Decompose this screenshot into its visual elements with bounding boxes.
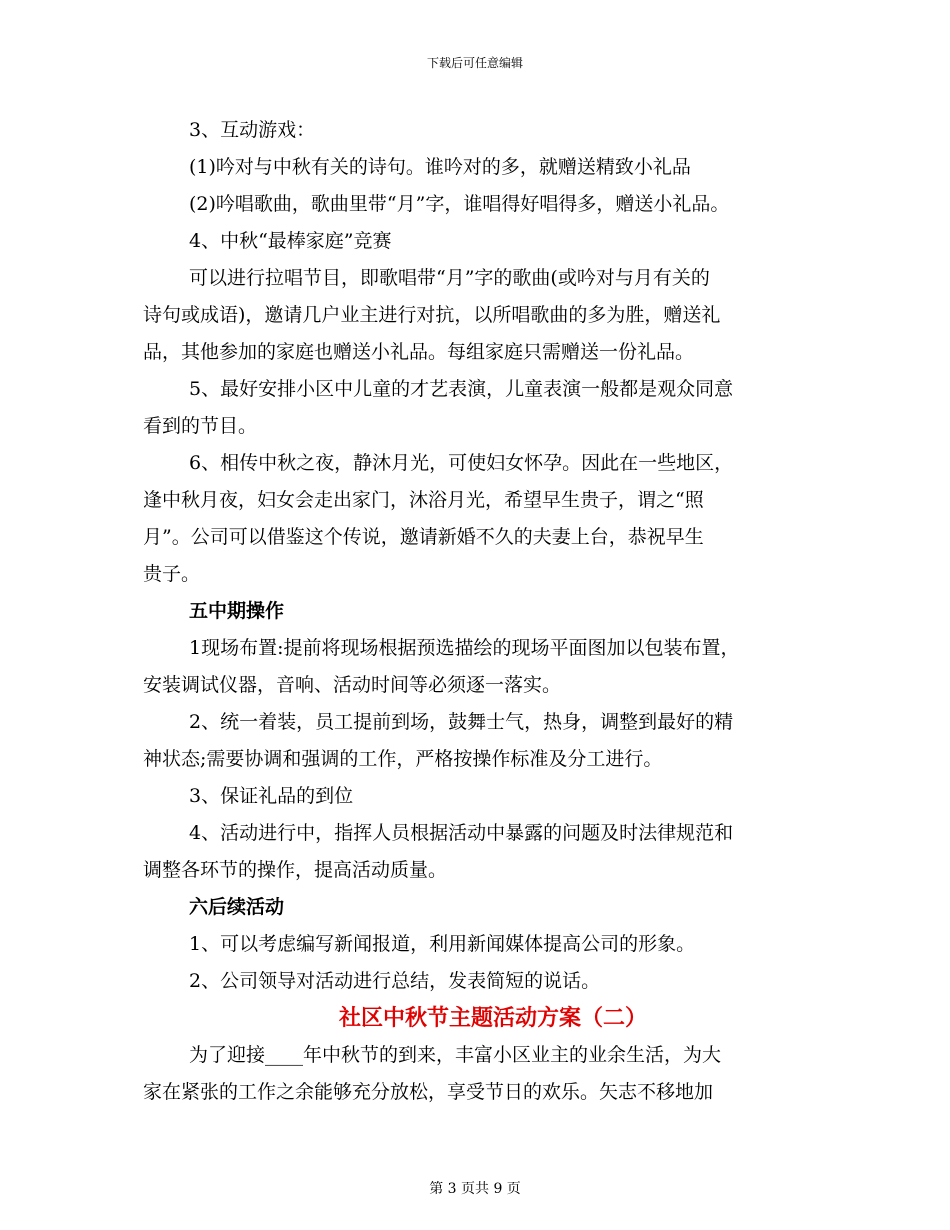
paragraph-line: 1、可以考虑编写新闻报道，利用新闻媒体提高公司的形象。 [189, 933, 696, 955]
paragraph-line: 5、最好安排小区中儿童的才艺表演，儿童表演一般都是观众同意 [189, 378, 734, 400]
paragraph-line: 逢中秋月夜，妇女会走出家门，沐浴月光，希望早生贵子，谓之“照 [143, 489, 704, 511]
paragraph-line: 神状态;需要协调和强调的工作，严格按操作标准及分工进行。 [143, 748, 663, 770]
list-item: 3、互动游戏： [189, 119, 316, 141]
paragraph-line: 月”。公司可以借鉴这个传说，邀请新婚不久的夫妻上台，恭祝早生 [143, 526, 704, 548]
paragraph-line: 为了迎接____年中秋节的到来，丰富小区业主的业余生活，为大 [189, 1044, 722, 1066]
document-title: 社区中秋节主题活动方案（二） [338, 1006, 647, 1031]
paragraph-line: 2、统一着装，员工提前到场，鼓舞士气，热身，调整到最好的精 [189, 711, 734, 733]
paragraph-line: 品，其他参加的家庭也赠送小礼品。每组家庭只需赠送一份礼品。 [143, 341, 695, 363]
paragraph-line: 4、活动进行中，指挥人员根据活动中暴露的问题及时法律规范和 [189, 822, 734, 844]
paragraph-line: 6、相传中秋之夜，静沐月光，可使妇女怀孕。因此在一些地区， [189, 452, 734, 474]
list-item: (2)吟唱歌曲，歌曲里带“月”字，谁唱得好唱得多，赠送小礼品。 [189, 193, 730, 215]
paragraph-line: 调整各环节的操作，提高活动质量。 [143, 859, 448, 881]
paragraph-line: 2、公司领导对活动进行总结，发表简短的说话。 [189, 970, 601, 992]
paragraph-line: 可以进行拉唱节目，即歌唱带“月”字的歌曲(或吟对与月有关的 [189, 267, 710, 289]
paragraph-line: 1现场布置:提前将现场根据预选描绘的现场平面图加以包装布置， [189, 637, 740, 659]
document-body [143, 112, 823, 1111]
paragraph-line: 3、保证礼品的到位 [189, 785, 354, 807]
section-heading: 六后续活动 [189, 896, 285, 918]
list-item: (1)吟对与中秋有关的诗句。谁吟对的多，就赠送精致小礼品 [189, 156, 691, 178]
paragraph-line: 家在紧张的工作之余能够充分放松，享受节日的欢乐。矢志不移地加 [143, 1081, 714, 1103]
page-header: 下载后可任意编辑 [426, 56, 523, 70]
paragraph-line: 诗句或成语)，邀请几户业主进行对抗，以所唱歌曲的多为胜，赠送礼 [143, 304, 721, 326]
paragraph-line: 贵子。 [143, 563, 201, 585]
list-item: 4、中秋“最棒家庭”竞赛 [189, 230, 392, 252]
paragraph-line: 安装调试仪器，音响、活动时间等必须逐一落实。 [143, 674, 562, 696]
page-footer: 第 3 页共 9 页 [429, 1181, 521, 1197]
section-heading: 五中期操作 [189, 600, 285, 622]
paragraph-line: 看到的节目。 [143, 415, 258, 437]
